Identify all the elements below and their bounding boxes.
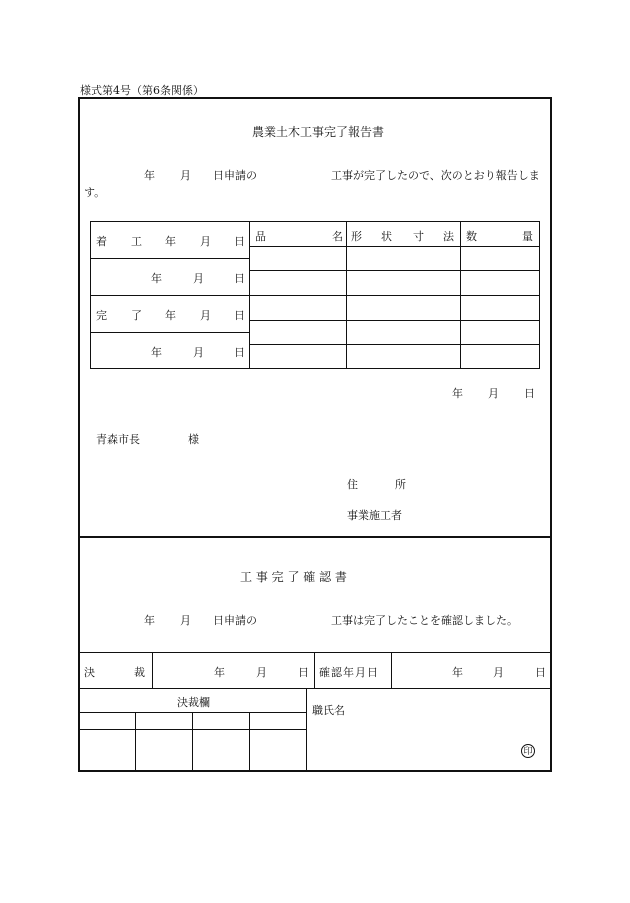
start-date-char: 月 [200, 235, 211, 248]
intro-text-line1: 工事が完了したので、次のとおり報告しま [331, 169, 540, 182]
decision-label-char: 決 [84, 666, 95, 679]
header-name-char: 品 [255, 230, 266, 243]
start-date-char: 日 [234, 235, 245, 248]
report-date-day: 日 [524, 387, 535, 400]
addressee-name: 青森市長 [96, 433, 140, 446]
approval-grid-line [192, 712, 193, 772]
end-date-char: 了 [131, 309, 142, 322]
start-date-char: 年 [165, 235, 176, 248]
end-date-char: 年 [165, 309, 176, 322]
decision-date-month: 月 [256, 666, 267, 679]
confirm-body-text: 工事は完了したことを確認しました。 [331, 614, 518, 627]
official-name-label: 職氏名 [312, 704, 345, 717]
table-row-divider [249, 295, 540, 296]
intro-text-line2: す。 [84, 186, 106, 199]
end-date-month: 月 [193, 346, 204, 359]
table-row-divider [90, 332, 249, 333]
decision-col-divider [314, 652, 315, 688]
start-date-year: 年 [151, 272, 162, 285]
start-date-char: 着 [96, 235, 107, 248]
end-date-char: 月 [200, 309, 211, 322]
approval-divider [306, 688, 307, 772]
header-shape-char: 形 [351, 230, 362, 243]
builder-label: 事業施工者 [347, 509, 402, 522]
table-row-divider [249, 246, 540, 247]
confirm-month: 月 [180, 614, 191, 627]
confirm-year: 年 [144, 614, 155, 627]
addressee-honorific: 様 [188, 433, 199, 446]
confirm-date-month: 月 [493, 666, 504, 679]
address-label-char: 住 [347, 478, 358, 491]
approval-grid-line [249, 712, 250, 772]
table-row-divider [90, 258, 249, 259]
confirm-date-year: 年 [452, 666, 463, 679]
confirm-date-label: 確認年月日 [319, 666, 379, 679]
header-shape-char: 寸 [413, 230, 424, 243]
report-date-month: 月 [488, 387, 499, 400]
header-name-char: 名 [332, 230, 343, 243]
intro-month: 月 [180, 169, 191, 182]
approval-grid-line [135, 712, 136, 772]
end-date-char: 完 [96, 309, 107, 322]
table-row-divider [90, 295, 249, 296]
end-date-day: 日 [234, 346, 245, 359]
table-row-divider [249, 320, 540, 321]
seal-mark: 印 [521, 744, 535, 758]
intro-year: 年 [144, 169, 155, 182]
decision-date-year: 年 [214, 666, 225, 679]
header-qty-char: 量 [522, 230, 533, 243]
address-label-char: 所 [395, 478, 406, 491]
form-frame [78, 97, 552, 772]
report-title: 農業土木工事完了報告書 [252, 125, 385, 139]
decision-label-char: 裁 [134, 666, 145, 679]
header-shape-char: 法 [443, 230, 454, 243]
start-date-month: 月 [193, 272, 204, 285]
end-date-char: 日 [234, 309, 245, 322]
start-date-day: 日 [234, 272, 245, 285]
start-date-char: 工 [131, 235, 142, 248]
decision-col-divider [391, 652, 392, 688]
confirm-day-applied: 日申請の [213, 614, 257, 627]
decision-date-day: 日 [298, 666, 309, 679]
intro-day-applied: 日申請の [213, 169, 257, 182]
header-qty-char: 数 [466, 230, 477, 243]
confirmation-title: 工 事 完 了 確 認 書 [240, 570, 347, 584]
confirm-date-day: 日 [535, 666, 546, 679]
table-row-divider [249, 270, 540, 271]
approval-column-title: 決裁欄 [177, 696, 210, 709]
table-row-divider [249, 344, 540, 345]
end-date-year: 年 [151, 346, 162, 359]
decision-col-divider [152, 652, 153, 688]
form-number-label: 様式第4号（第6条関係） [80, 84, 204, 97]
header-shape-char: 状 [381, 230, 392, 243]
section-divider [78, 536, 552, 538]
report-date-year: 年 [452, 387, 463, 400]
decision-row-top [78, 652, 552, 653]
decision-row-bottom [78, 688, 552, 689]
